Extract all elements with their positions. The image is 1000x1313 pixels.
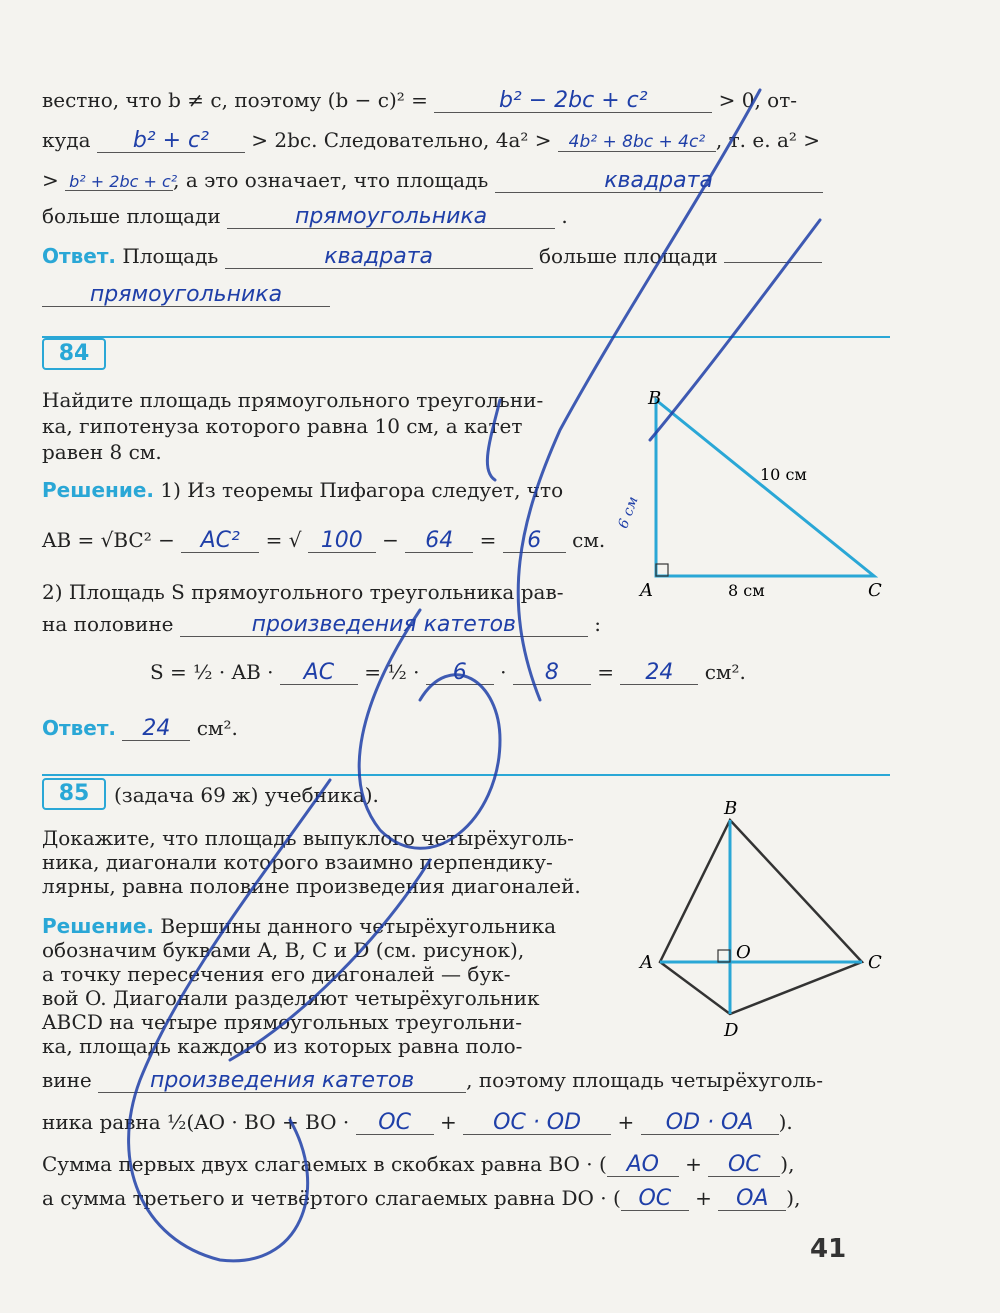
handwritten-answer[interactable]: AO [607, 1154, 679, 1177]
handwritten-answer[interactable]: 6 [426, 662, 494, 685]
triangle-shape [656, 400, 874, 576]
text-line: больше площади прямоугольника . [42, 204, 568, 229]
handwritten-answer[interactable]: AC [280, 662, 358, 685]
vertex-label-a: A [640, 952, 653, 973]
solution-line: обозначим буквами A, B, C и D (см. рисунок), [42, 938, 525, 962]
solution-line [42, 478, 563, 502]
problem-text: Найдите площадь прямоугольного треугольни- [42, 388, 544, 412]
formula-line [42, 528, 605, 553]
quadrilateral-shape [660, 820, 862, 1014]
text: Сумма первых двух слагаемых в скобках равна BO · ( [42, 1152, 607, 1176]
handwritten-answer[interactable]: b² + c² [97, 130, 245, 153]
solution-line: а точку пересечения его диагоналей — бук- [42, 962, 511, 986]
text: см². [196, 716, 238, 740]
answer-label: Ответ. [42, 244, 117, 268]
vertex-label-c: C [868, 952, 882, 973]
text: + [685, 1152, 702, 1176]
handwritten-answer[interactable]: 100 [308, 530, 376, 553]
solution-line [42, 1068, 823, 1093]
problem-text: равен 8 см. [42, 440, 162, 464]
text: ника равна ½(AO · BO + BO · [42, 1110, 350, 1134]
right-triangle-figure [615, 380, 900, 610]
text: > 2bc. Следовательно, 4a² > [251, 128, 552, 152]
text: + [617, 1110, 635, 1134]
handwritten-answer[interactable]: квадрата [225, 246, 533, 269]
text: = ½ · [364, 660, 420, 684]
handwritten-answer[interactable]: прямоугольника [42, 284, 330, 307]
text: + [439, 1110, 457, 1134]
text: ), [780, 1152, 795, 1176]
handwritten-answer[interactable]: прямоугольника [227, 206, 555, 229]
handwritten-answer[interactable]: b² + 2bc + c² [65, 174, 173, 191]
handwritten-answer[interactable]: AC² [181, 530, 259, 553]
handwritten-answer[interactable]: 4b² + 8bc + 4c² [558, 134, 716, 152]
text: на половине [42, 612, 174, 636]
solution-line: вой O. Диагонали разделяют четырёхугольник [42, 986, 540, 1010]
text: а сумма третьего и четвёртого слагаемых равна DO · ( [42, 1186, 621, 1210]
handwritten-answer[interactable]: b² − 2bc + c² [434, 90, 712, 113]
leg-label: 8 см [728, 581, 765, 600]
solution-line: ABCD на четыре прямоугольных треугольни- [42, 1010, 522, 1034]
text-line [42, 168, 823, 193]
solution-label: Решение. [42, 478, 155, 502]
vertex-label-b: B [648, 388, 662, 409]
handwritten-leg-label: 6 см [615, 494, 642, 531]
text: AB = √BC² − [42, 528, 175, 552]
text: − [382, 528, 399, 552]
text: см². [704, 660, 746, 684]
text-line [42, 88, 797, 113]
problem-text: ка, гипотенуза которого равна 10 см, а катет [42, 414, 523, 438]
quadrilateral-figure [630, 800, 890, 1040]
solution-line: на половине произведения катетов : [42, 612, 601, 637]
formula-line [42, 1152, 794, 1177]
text: , поэтому площадь четырёхуголь- [466, 1068, 823, 1092]
text: 1) Из теоремы Пифагора следует, что [160, 478, 564, 502]
handwritten-answer[interactable]: OC · OD [463, 1112, 611, 1135]
answer-label: Ответ. [42, 716, 117, 740]
handwritten-answer[interactable]: 8 [513, 662, 591, 685]
task-number: 85 [42, 778, 106, 810]
handwritten-answer[interactable]: 24 [122, 718, 190, 741]
text: куда [42, 128, 91, 152]
text: , т. е. a² > [715, 128, 821, 152]
solution-line: ка, площадь каждого из которых равна поло- [42, 1034, 523, 1058]
solution-label: Решение. [42, 914, 155, 938]
answer-line [42, 716, 238, 741]
text: + [695, 1186, 712, 1210]
vertex-label-b: B [724, 798, 738, 819]
handwritten-answer[interactable]: OC [708, 1154, 780, 1177]
problem-text: Докажите, что площадь выпуклого четырёхуголь- [42, 826, 574, 850]
text: больше площади [539, 244, 718, 268]
solution-line [42, 914, 556, 938]
text: ). [778, 1110, 793, 1134]
text: ), [786, 1186, 801, 1210]
point-label-o: O [736, 942, 751, 963]
handwritten-answer[interactable]: OD · OA [641, 1112, 779, 1135]
answer-line [42, 244, 822, 269]
text: = [597, 660, 614, 684]
page-number: 41 [810, 1234, 847, 1264]
text: , а это означает, что площадь [173, 168, 489, 192]
handwritten-answer[interactable]: 64 [405, 530, 473, 553]
text: > 0, от- [718, 88, 798, 112]
vertex-label-c: C [868, 580, 882, 601]
text-line [42, 282, 330, 307]
text-line [42, 128, 820, 153]
text: S = ½ · AB · [150, 660, 274, 684]
vertex-label-d: D [724, 1020, 739, 1041]
right-angle-mark [656, 564, 668, 576]
text: вестно, что b ≠ c, поэтому (b − c)² = [42, 88, 428, 112]
task-divider [42, 774, 890, 776]
problem-text: лярны, равна половине произведения диагоналей. [42, 874, 581, 898]
solution-line: 2) Площадь S прямоугольного треугольника рав- [42, 580, 564, 604]
text: больше площади [42, 204, 221, 228]
handwritten-answer[interactable]: произведения катетов [180, 614, 588, 637]
right-angle-mark [718, 950, 730, 962]
handwritten-answer[interactable]: OA [718, 1188, 786, 1211]
scribble-stroke [359, 610, 500, 848]
text: · [500, 660, 507, 684]
vertex-label-a: A [640, 580, 653, 601]
problem-text: ника, диагонали которого взаимно перпендику- [42, 850, 553, 874]
formula-line [42, 1110, 793, 1135]
text: вине [42, 1068, 92, 1092]
hypotenuse-label: 10 см [760, 465, 807, 484]
formula-line [150, 660, 746, 685]
formula-line [42, 1186, 800, 1211]
text: см. [572, 528, 606, 552]
handwritten-answer[interactable]: квадрата [495, 170, 823, 193]
scribble-stroke [487, 400, 500, 480]
task-divider [42, 336, 890, 338]
task-number: 84 [42, 338, 106, 370]
task-reference: (задача 69 ж) учебника). [114, 783, 379, 807]
text: = [479, 528, 497, 552]
handwritten-blank[interactable] [724, 262, 822, 263]
text: = √ [265, 528, 302, 552]
handwritten-answer[interactable]: 6 [503, 530, 566, 553]
handwritten-answer[interactable]: OC [356, 1112, 434, 1135]
handwritten-answer[interactable]: произведения катетов [98, 1070, 466, 1093]
handwritten-answer[interactable]: OC [621, 1188, 689, 1211]
text: Площадь [122, 244, 219, 268]
handwritten-answer[interactable]: 24 [620, 662, 698, 685]
text: Вершины данного четырёхугольника [160, 914, 556, 938]
text: > [42, 168, 59, 192]
